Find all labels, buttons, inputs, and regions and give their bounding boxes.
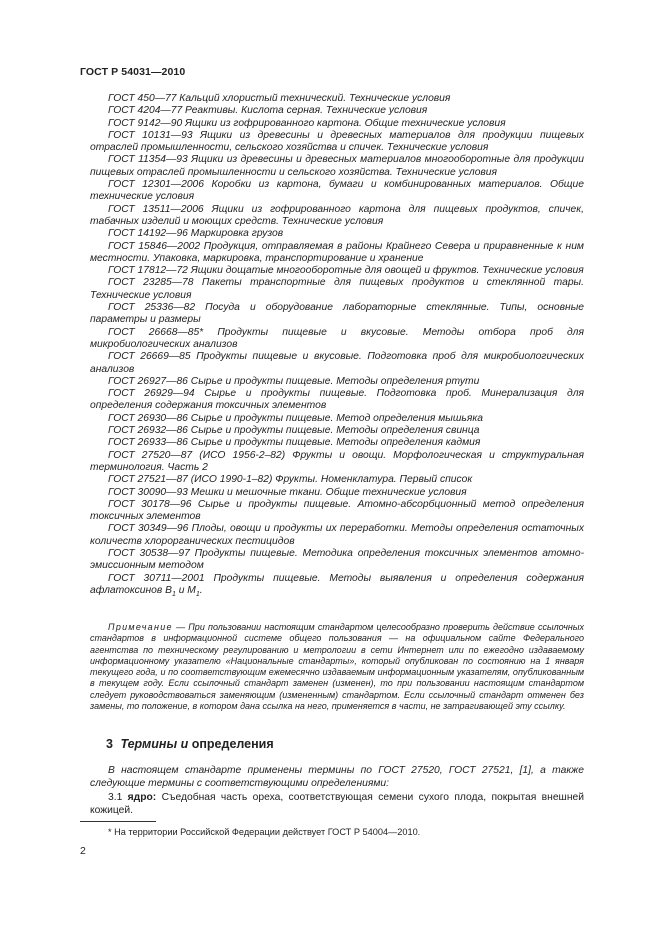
reference-text: ГОСТ 30711—2001 Продукты пищевые. Методы выявления и определения содержания афлатоксинов В (90, 572, 584, 596)
reference-item: ГОСТ 30349—96 Плоды, овощи и продукты их переработки. Методы определения остаточных количеств хлорорганических пестицидов (90, 523, 584, 547)
subscript: 1 (171, 590, 176, 598)
reference-item: ГОСТ 27521—87 (ИСО 1990-1–82) Фрукты. Номенклатура. Первый список (108, 474, 473, 486)
section-heading (106, 737, 274, 751)
reference-item: ГОСТ 450—77 Кальций хлористый технический. Технические условия (108, 93, 451, 104)
section-body (90, 764, 584, 818)
reference-item: ГОСТ 26927—86 Сырье и продукты пищевые. Методы определения ртути (108, 375, 480, 387)
reference-item: ГОСТ 9142—90 Ящики из гофрированного картона. Общие технические условия (108, 117, 506, 129)
reference-list (90, 93, 584, 573)
reference-item: ГОСТ 26669—85 Продукты пищевые и вкусовые. Подготовка проб для микробиологических анализов (90, 351, 584, 375)
term-name: ядро: (127, 791, 157, 803)
reference-item: ГОСТ 10131—93 Ящики из древесины и древесных материалов для продукции пищевых отраслей промышленности, сельского хозяйства и спичек. Технические условия (90, 129, 584, 154)
reference-item: ГОСТ 17812—72 Ящики дощатые многооборотные для овощей и фруктов. Технические условия (108, 265, 584, 277)
reference-item (90, 573, 584, 602)
note-label: Примечание (108, 622, 173, 632)
reference-item: ГОСТ 27520—87 (ИСО 1956-2–82) Фрукты и овощи. Морфологическая и структуральная терминология. Часть 2 (90, 449, 584, 473)
footnote-separator (80, 821, 156, 822)
reference-item: ГОСТ 26930—86 Сырье и продукты пищевые. Метод определения мышьяка (108, 412, 483, 424)
reference-item: ГОСТ 25336—82 Посуда и оборудование лабораторные стеклянные. Типы, основные параметры и размеры (90, 302, 584, 326)
reference-item: ГОСТ 26929—94 Сырье и продукты пищевые. Подготовка проб. Минерализация для определения содержания токсичных элементов (90, 388, 584, 412)
reference-item: ГОСТ 30538—97 Продукты пищевые. Методика определения токсичных элементов атомно-эмиссионным методом (90, 547, 584, 572)
footnote: * На территории Российской Федерации действует ГОСТ Р 54004—2010. (108, 827, 421, 837)
reference-item: ГОСТ 11354—93 Ящики из древесины и древесных материалов многооборотные для продукции пищевых отраслей промышленности и сельского хозяйства. Технические условия (90, 154, 584, 178)
subscript: 1 (195, 590, 200, 598)
reference-item: ГОСТ 26933—86 Сырье и продукты пищевые. Методы определения кадмия (108, 437, 481, 449)
intro-paragraph: В настоящем стандарте применены термины по ГОСТ 27520, ГОСТ 27521, [1], а также следующие термины с соответствующими определениями: (90, 765, 584, 790)
reference-text: и М (175, 584, 196, 596)
reference-item: ГОСТ 26668—85* Продукты пищевые и вкусовые. Методы отбора проб для микробиологических анализов (90, 326, 584, 350)
reference-item: ГОСТ 23285—78 Пакеты транспортные для пищевых продуктов и стеклянной тары. Технические условия (90, 277, 584, 301)
references-note (90, 622, 584, 712)
term-text: Съедобная часть ореха, соответствующая семени сухого плода, покрытая внешней кожицей. (90, 791, 584, 817)
section-number: 3 (106, 737, 113, 751)
page-number: 2 (80, 845, 86, 857)
reference-item: ГОСТ 30090—93 Мешки и мешочные ткани. Общие технические условия (108, 486, 467, 498)
term-number: 3.1 (108, 791, 128, 803)
section-title-part: Термины (120, 737, 178, 751)
reference-item: ГОСТ 4204—77 Реактивы. Кислота серная. Технические условия (108, 105, 428, 117)
reference-item: ГОСТ 30178—96 Сырье и продукты пищевые. Атомно-абсорбционный метод определения токсичных элементов (90, 498, 584, 523)
term-definition (90, 791, 584, 818)
reference-item: ГОСТ 26932—86 Сырье и продукты пищевые. Методы определения свинца (108, 425, 480, 437)
section-title-part: и (177, 737, 192, 751)
section-title-part: определения (191, 737, 274, 751)
reference-text: . (199, 584, 203, 596)
reference-item: ГОСТ 13511—2006 Ящики из гофрированного картона для пищевых продуктов, спичек, табачных изделий и моющих средств. Технические условия (90, 203, 584, 227)
document-header: ГОСТ Р 54031—2010 (80, 66, 186, 78)
reference-item: ГОСТ 15846—2002 Продукция, отправляемая в районы Крайнего Севера и приравненные к ним местности. Упаковка, маркировка, транспортирование и хранение (90, 240, 584, 264)
note-text: — При пользовании настоящим стандартом целесообразно проверить действие ссылочных стандартов в информационной системе общего пользования — на официальном сайте Федерального агентства по техническому регулированию и метрологии в сети Интернет или по ежегодно издаваемому информационному указателю «Национальные стандарты», который опубликован по состоянию на 1 января текущего года, и по соответствующим ежемесячно издаваемым информационным указателям, опубликованным в текущем году. Если ссылочный стандарт заменен (изменен), то при пользовании настоящим стандартом следует руководствоваться заменяющим (измененным) стандартом. Если ссылочный стандарт отменен без замены, то положение, в котором дана ссылка на него, применяется в части, не затрагивающей эту ссылку. (90, 622, 584, 712)
normative-references (90, 93, 584, 601)
reference-item: ГОСТ 12301—2006 Коробки из картона, бумаги и комбинированных материалов. Общие технические условия (90, 179, 584, 203)
reference-item: ГОСТ 14192—96 Маркировка грузов (108, 228, 284, 240)
